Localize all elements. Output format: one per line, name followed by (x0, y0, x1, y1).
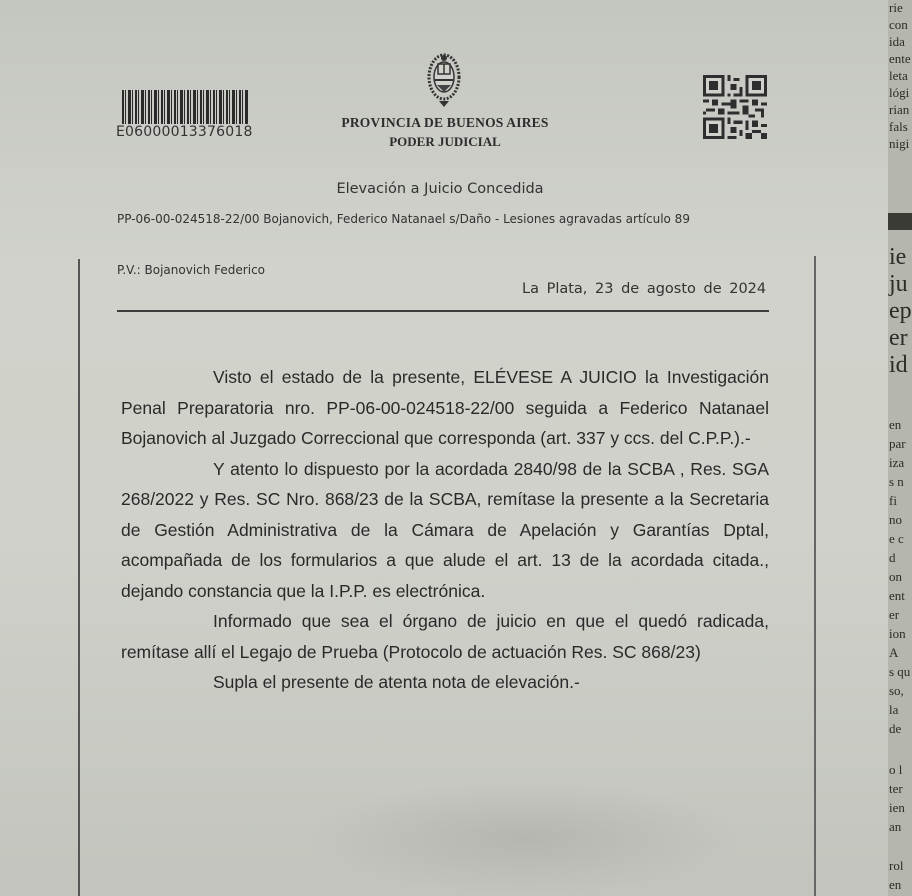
newspaper-headline: ep (889, 298, 912, 324)
barcode-icon (122, 90, 248, 124)
newspaper-text: en (889, 417, 902, 432)
divider (117, 310, 769, 312)
newspaper-text: ter (889, 781, 903, 796)
newspaper-headline: er (889, 325, 908, 351)
organization-name: PROVINCIA DE BUENOS AIRES (341, 115, 549, 130)
pv-line: P.V.: Bojanovich Federico (117, 263, 266, 277)
frame-border-left (78, 259, 80, 896)
newspaper-text: no (889, 512, 902, 527)
newspaper-text: la (889, 702, 899, 717)
document-title: Elevación a Juicio Concedida (336, 181, 544, 197)
newspaper-text: nigi (889, 136, 910, 151)
newspaper-text: s n (889, 474, 904, 489)
newspaper-text: rol (889, 858, 904, 873)
newspaper-headline: id (889, 352, 908, 378)
organization-subtitle: PODER JUDICIAL (389, 134, 501, 149)
shadow (300, 780, 750, 896)
newspaper-text: con (889, 17, 908, 32)
place-date: La Plata, 23 de agosto de 2024 (522, 281, 767, 297)
newspaper-text: an (889, 819, 902, 834)
qr-code-icon (703, 75, 767, 139)
newspaper-text: A (889, 645, 899, 660)
paragraph: Y atento lo dispuesto por la acordada 2840/98 de la SCBA , Res. SGA 268/2022 y Res. SC Nro. 868/23 de la SCBA, remítase la presente a la Secretaria de Gestión Administrativa de la Cámara de Apelación y Garantías Dptal, acompañada de los formularios a que alude el art. 13 de la acordada citada., dejando constancia que la I.P.P. es electrónica. (121, 458, 769, 601)
frame-border-right (814, 256, 816, 896)
newspaper-text: fals (889, 119, 908, 134)
newspaper-text: ent (889, 588, 905, 603)
newspaper-text: e c (889, 531, 904, 546)
newspaper-text: so, (889, 683, 904, 698)
newspaper-text: ente (889, 51, 911, 66)
paragraph: Visto el estado de la presente, ELÉVESE A JUICIO la Investigación Penal Preparatoria nro. PP-06-00-024518-22/00 seguida a Federico Natanael Bojanovich al Juzgado Correccional que corresponda (art. 337 y ccs. del C.P.P.).- (121, 367, 769, 448)
newspaper-text: ida (889, 34, 905, 49)
newspaper-text: par (889, 436, 906, 451)
newspaper-text: er (889, 607, 900, 622)
newspaper-text: ien (889, 800, 905, 815)
case-reference: PP-06-00-024518-22/00 Bojanovich, Federico Natanael s/Daño - Lesiones agravadas artículo 89 (117, 212, 690, 226)
document-body (121, 362, 769, 698)
newspaper-text: o l (889, 762, 903, 777)
background-newspaper (888, 0, 912, 896)
barcode-number: E06000013376018 (116, 124, 253, 140)
newspaper-text: lógi (889, 85, 910, 100)
newspaper-text: on (889, 569, 902, 584)
newspaper-headline: ie (889, 244, 907, 270)
newspaper-text: de (889, 721, 902, 736)
newspaper-text: rie (889, 0, 903, 15)
newspaper-dark-bar (888, 213, 912, 230)
newspaper-text: ion (889, 626, 906, 641)
newspaper-text: iza (889, 455, 905, 470)
newspaper-text: en (889, 877, 902, 892)
newspaper-text: fi (889, 493, 897, 508)
newspaper-headline: ju (889, 271, 908, 297)
newspaper-text: leta (889, 68, 908, 83)
newspaper-text: s qu (889, 664, 911, 679)
paragraph: Supla el presente de atenta nota de elevación.- (213, 672, 580, 692)
paragraph: Informado que sea el órgano de juicio en que el quedó radicada, remítase allí el Legajo de Prueba (Protocolo de actuación Res. SC 868/23) (121, 611, 769, 662)
coat-of-arms-icon (425, 49, 463, 109)
newspaper-text: d (889, 550, 896, 565)
newspaper-text: rian (889, 102, 910, 117)
